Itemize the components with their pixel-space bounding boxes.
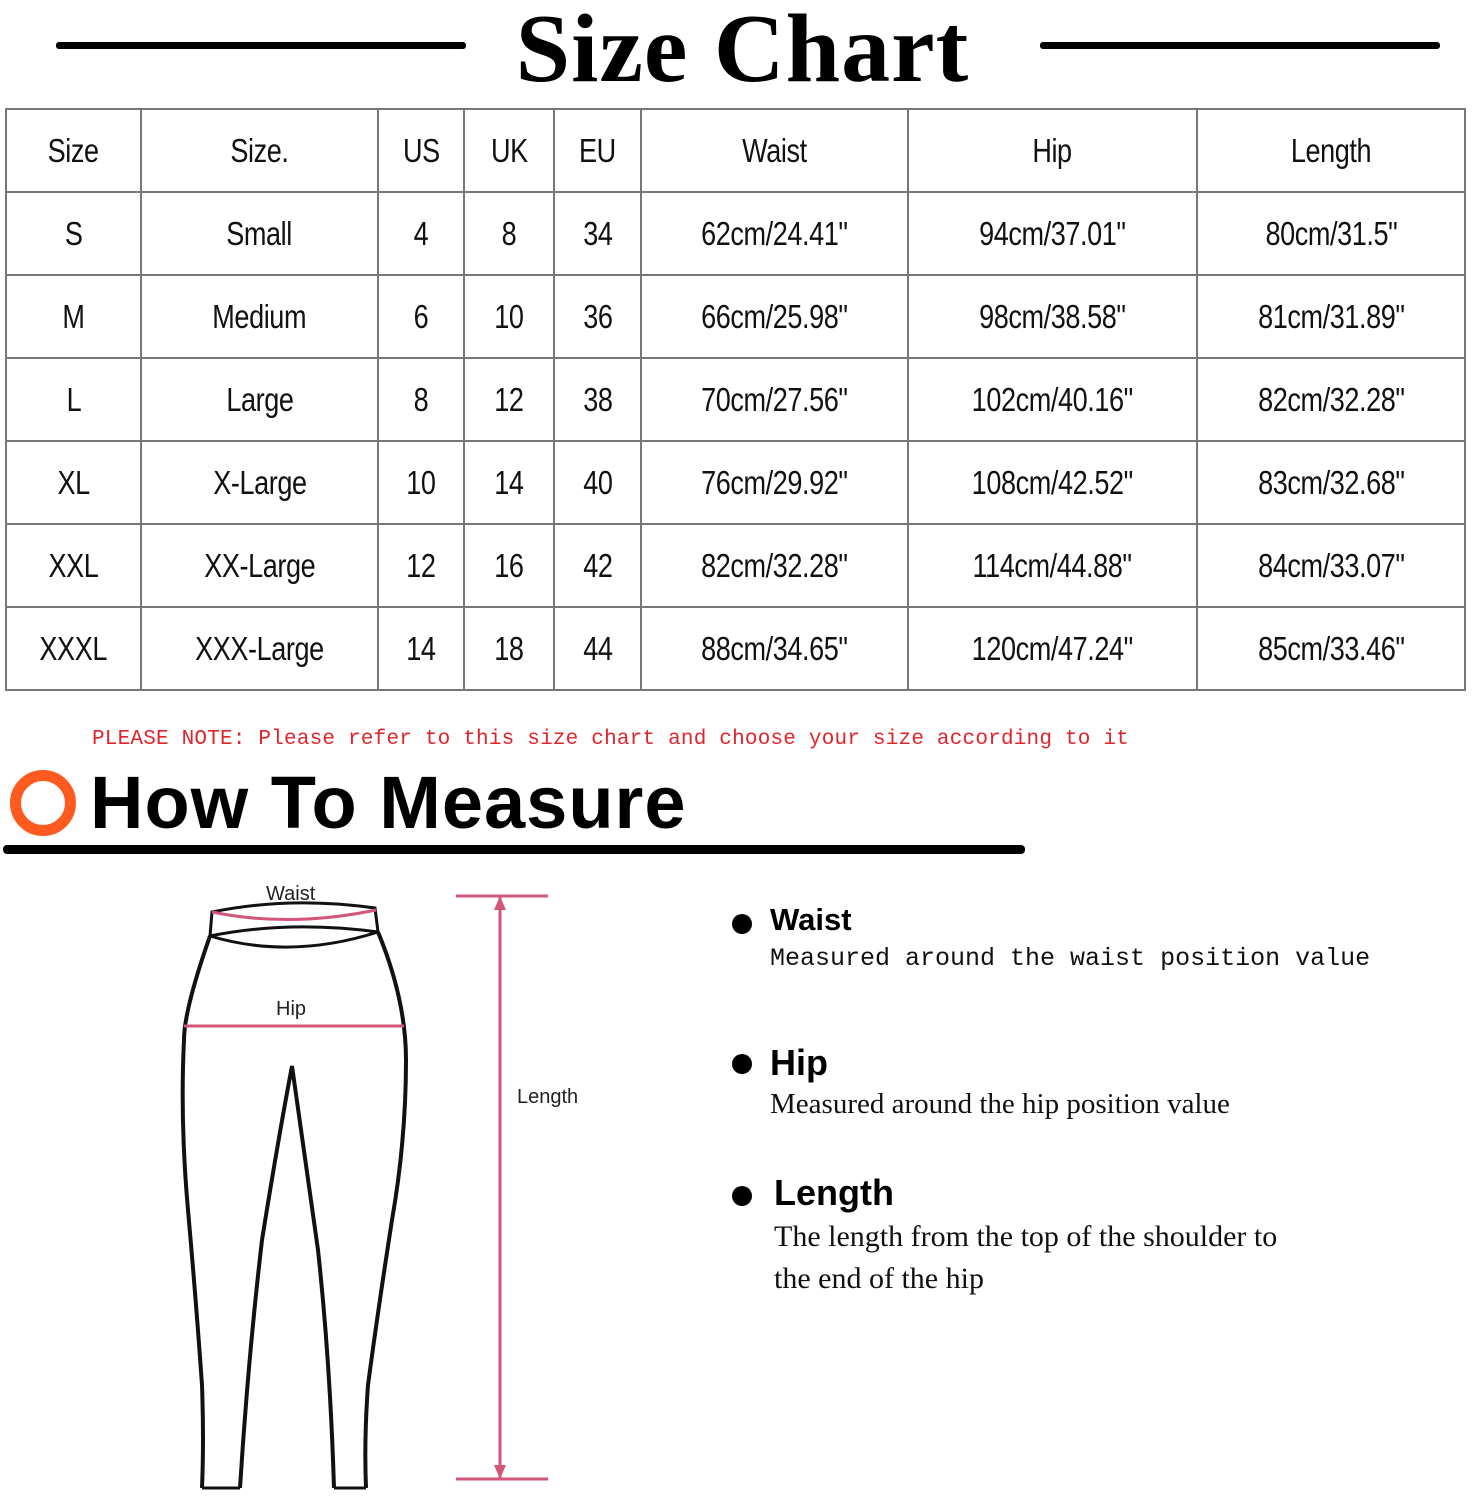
table-header-row <box>6 109 1465 192</box>
table-cell <box>378 275 464 358</box>
column-header <box>908 109 1197 192</box>
table-cell <box>6 275 141 358</box>
table-cell-value: XXXL <box>39 629 108 667</box>
title-bar <box>0 0 1476 103</box>
table-cell <box>1197 275 1465 358</box>
table-cell-value: XX-Large <box>203 546 316 584</box>
size-note: PLEASE NOTE: Please refer to this size chart and choose your size according to it <box>92 728 1129 751</box>
table-body <box>6 192 1465 690</box>
table-cell <box>1197 441 1465 524</box>
table-cell-value: 34 <box>582 214 613 252</box>
table-cell <box>908 358 1197 441</box>
table-cell <box>908 607 1197 690</box>
legend-desc: Measured around the waist position value <box>770 944 1371 973</box>
table-cell-value: 4 <box>413 214 429 252</box>
table-row <box>6 607 1465 690</box>
table-cell <box>1197 524 1465 607</box>
table-cell <box>908 441 1197 524</box>
bullet-icon <box>732 1186 752 1206</box>
column-header <box>1197 109 1465 192</box>
title-rule-left <box>56 42 466 49</box>
table-cell-value: 6 <box>413 297 429 335</box>
table-cell-value: 120cm/47.24" <box>971 629 1134 667</box>
pants-outline-icon <box>170 880 610 1495</box>
table-cell-value: 18 <box>494 629 524 667</box>
table-cell-value: M <box>62 297 85 335</box>
diagram-label-waist: Waist <box>266 883 316 905</box>
table-cell-value: 102cm/40.16" <box>971 380 1134 418</box>
table-cell <box>1197 607 1465 690</box>
table-cell <box>908 275 1197 358</box>
table-cell-value: 40 <box>582 463 613 501</box>
table-cell <box>464 192 554 275</box>
column-header <box>378 109 464 192</box>
table-cell-value: 10 <box>406 463 436 501</box>
table-cell <box>554 524 641 607</box>
diagram-label-hip: Hip <box>276 998 307 1020</box>
column-header <box>464 109 554 192</box>
table-cell <box>554 192 641 275</box>
title-rule-right <box>1040 42 1440 49</box>
table-row <box>6 192 1465 275</box>
table-cell <box>554 607 641 690</box>
table-cell <box>141 441 378 524</box>
table-cell <box>554 441 641 524</box>
table-cell-value: L <box>66 380 81 418</box>
column-header <box>554 109 641 192</box>
table-cell <box>6 192 141 275</box>
table-cell-value: 14 <box>494 463 524 501</box>
legend-title: Length <box>774 1172 894 1213</box>
ring-icon <box>10 770 76 836</box>
table-cell <box>378 358 464 441</box>
table-cell <box>141 524 378 607</box>
table-cell <box>554 358 641 441</box>
table-cell-value: X-Large <box>212 463 307 501</box>
table-cell-value: 81cm/31.89" <box>1257 297 1405 335</box>
bullet-icon <box>732 914 752 934</box>
table-cell-value: 88cm/34.65" <box>701 629 848 667</box>
table-cell-value: 38 <box>582 380 613 418</box>
table-cell <box>641 192 908 275</box>
heading-underline <box>3 845 1025 854</box>
table-row <box>6 358 1465 441</box>
column-header-label: Size <box>47 131 99 169</box>
table-cell-value: 85cm/33.46" <box>1257 629 1405 667</box>
diagram-label-length: Length <box>517 1086 579 1108</box>
page-title: Size Chart <box>515 0 970 103</box>
table-cell <box>141 358 378 441</box>
table-cell <box>641 441 908 524</box>
table-cell <box>378 441 464 524</box>
table-cell-value: 94cm/37.01" <box>979 214 1126 252</box>
table-cell <box>908 192 1197 275</box>
table-cell-value: 14 <box>406 629 436 667</box>
table-cell-value: 12 <box>406 546 436 584</box>
legend-title: Hip <box>770 1042 828 1083</box>
table-cell-value: XXX-Large <box>195 629 324 667</box>
table-cell-value: 44 <box>582 629 613 667</box>
table-cell-value: XXL <box>48 546 99 584</box>
legend-desc: Measured around the hip position value <box>770 1088 1230 1120</box>
table-cell <box>6 441 141 524</box>
column-header-label: Size. <box>230 131 289 169</box>
table-cell <box>141 607 378 690</box>
table-cell-value: 108cm/42.52" <box>971 463 1134 501</box>
how-to-measure-heading: How To Measure <box>90 761 687 844</box>
size-table <box>5 108 1466 691</box>
table-cell <box>1197 192 1465 275</box>
table-cell-value: Medium <box>212 297 307 335</box>
table-cell-value: 98cm/38.58" <box>979 297 1126 335</box>
table-cell <box>641 275 908 358</box>
table-cell-value: 82cm/32.28" <box>701 546 848 584</box>
table-cell-value: 10 <box>494 297 524 335</box>
column-header-label: Hip <box>1032 131 1073 169</box>
column-header <box>641 109 908 192</box>
table-cell-value: 8 <box>413 380 429 418</box>
table-cell-value: 76cm/29.92" <box>701 463 848 501</box>
table-row <box>6 524 1465 607</box>
table-cell-value: 36 <box>582 297 613 335</box>
table-cell-value: 80cm/31.5" <box>1265 214 1397 252</box>
table-cell-value: XL <box>57 463 90 501</box>
table-cell <box>464 358 554 441</box>
table-cell <box>464 607 554 690</box>
table-cell <box>378 524 464 607</box>
table-cell-value: 83cm/32.68" <box>1257 463 1405 501</box>
table-cell-value: Small <box>226 214 293 252</box>
column-header-label: Length <box>1290 131 1372 169</box>
legend-title: Waist <box>770 902 852 937</box>
table-cell <box>141 275 378 358</box>
table-cell-value: 114cm/44.88" <box>972 546 1133 584</box>
table-cell <box>6 524 141 607</box>
table-cell-value: 62cm/24.41" <box>701 214 848 252</box>
table-cell <box>464 441 554 524</box>
table-cell <box>378 192 464 275</box>
table-row <box>6 441 1465 524</box>
column-header-label: EU <box>579 131 616 169</box>
table-cell-value: S <box>64 214 83 252</box>
legend-desc: The length from the top of the shoulder to <box>774 1220 1278 1253</box>
table-cell <box>141 192 378 275</box>
table-cell-value: 70cm/27.56" <box>701 380 848 418</box>
table-cell <box>641 607 908 690</box>
bullet-icon <box>732 1054 752 1074</box>
table-cell <box>1197 358 1465 441</box>
table-cell <box>464 275 554 358</box>
column-header-label: US <box>402 131 440 169</box>
column-header <box>141 109 378 192</box>
table-cell <box>378 607 464 690</box>
table-header <box>6 109 1465 192</box>
table-cell-value: Large <box>225 380 294 418</box>
column-header-label: Waist <box>742 131 807 169</box>
table-cell-value: 66cm/25.98" <box>701 297 848 335</box>
table-cell-value: 84cm/33.07" <box>1257 546 1405 584</box>
table-cell <box>6 607 141 690</box>
table-cell <box>641 358 908 441</box>
table-cell-value: 16 <box>494 546 524 584</box>
legend-desc: the end of the hip <box>774 1262 984 1295</box>
table-row <box>6 275 1465 358</box>
table-cell-value: 82cm/32.28" <box>1257 380 1405 418</box>
table-cell <box>641 524 908 607</box>
table-cell <box>464 524 554 607</box>
table-cell-value: 42 <box>582 546 613 584</box>
column-header-label: UK <box>490 131 528 169</box>
table-cell-value: 12 <box>494 380 524 418</box>
pants-diagram <box>170 880 610 1495</box>
table-cell-value: 8 <box>501 214 517 252</box>
column-header <box>6 109 141 192</box>
table-cell <box>554 275 641 358</box>
table-cell <box>908 524 1197 607</box>
table-cell <box>6 358 141 441</box>
